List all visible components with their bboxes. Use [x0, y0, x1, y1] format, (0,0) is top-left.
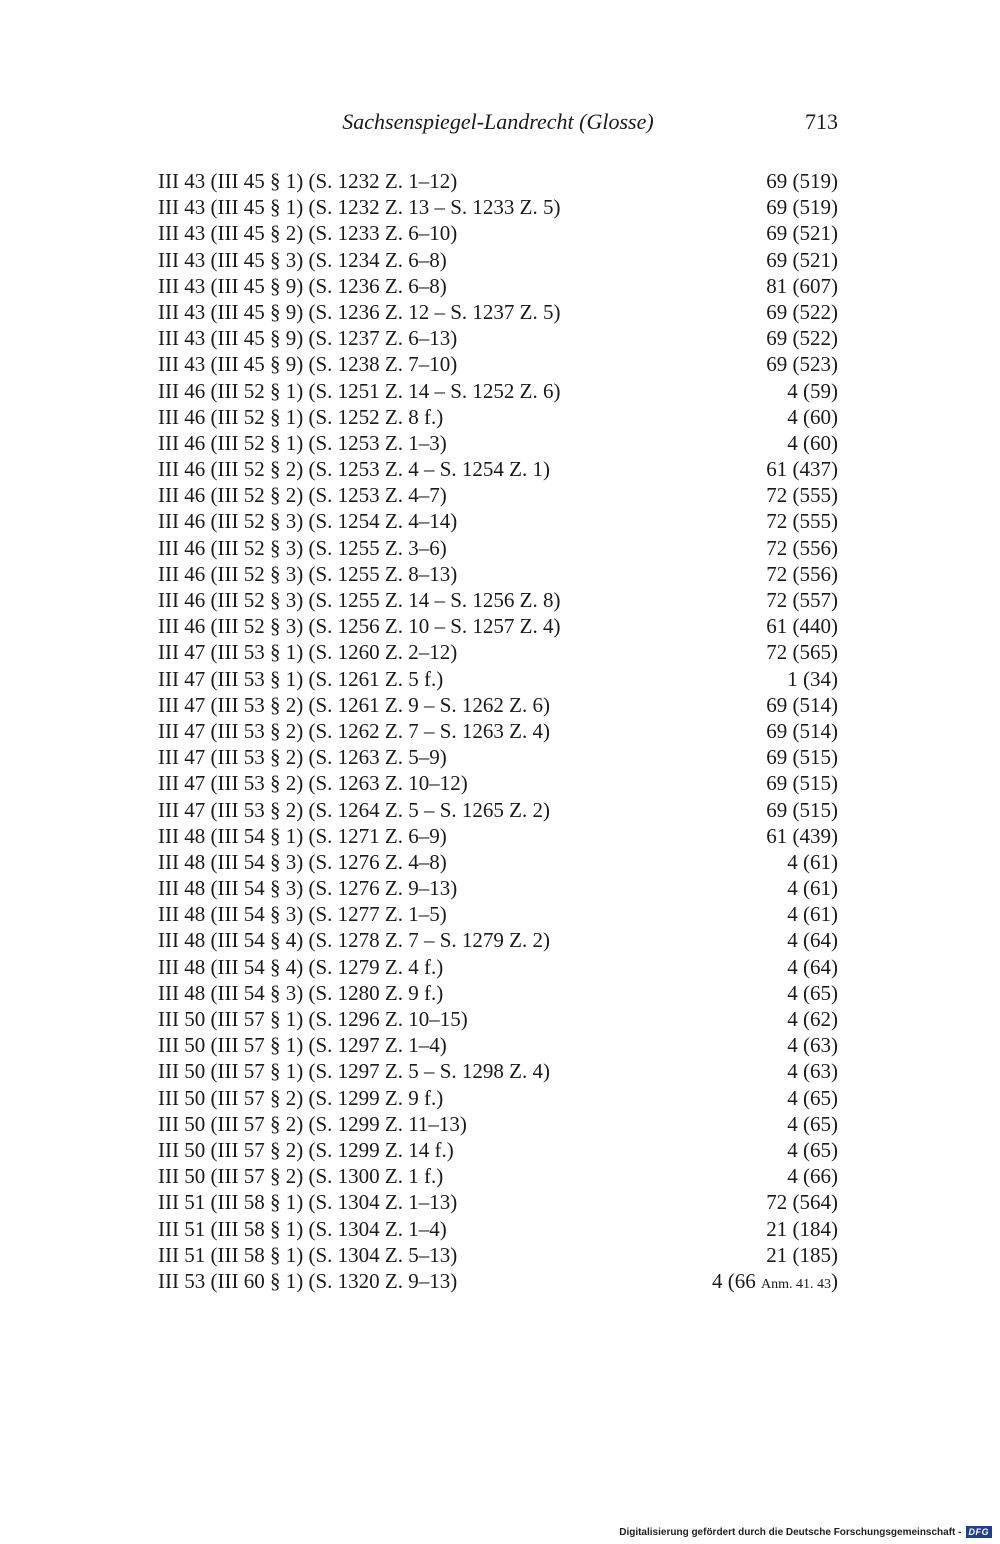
- index-row: [158, 325, 838, 351]
- index-row: [158, 404, 838, 430]
- page-reference-value: 69 (522): [766, 299, 838, 324]
- page-reference: [766, 535, 838, 561]
- page-reference-value: 72 (564): [766, 1190, 838, 1215]
- page-reference-value: 72 (556): [766, 535, 838, 560]
- credit-text: Digitalisierung gefördert durch die Deutsche Forschungsgemeinschaft -: [619, 1526, 962, 1538]
- source-reference: III 43 (III 45 § 9) (S. 1238 Z. 7–10): [158, 352, 458, 377]
- page-reference: [766, 247, 838, 273]
- closing-parenthesis: ): [831, 1268, 838, 1293]
- index-row: [158, 273, 838, 299]
- page-reference: [787, 1058, 838, 1084]
- page-reference: [766, 220, 838, 246]
- page-reference-value: 69 (519): [766, 169, 838, 193]
- page-reference: [787, 1085, 838, 1111]
- source-reference: III 47 (III 53 § 2) (S. 1262 Z. 7 – S. 1263 Z. 4): [158, 718, 550, 743]
- source-reference: III 43 (III 45 § 3) (S. 1234 Z. 6–8): [158, 247, 447, 272]
- page-reference: [787, 430, 838, 456]
- source-reference: III 48 (III 54 § 1) (S. 1271 Z. 6–9): [158, 823, 447, 848]
- page-reference-value: 4 (65): [787, 1085, 838, 1110]
- index-row: [158, 168, 838, 194]
- page-reference: [787, 1111, 838, 1137]
- page-reference-value: 21 (185): [766, 1242, 838, 1267]
- page-reference-value: 4 (65): [787, 980, 838, 1005]
- page-reference-value: 61 (439): [766, 823, 838, 848]
- page-reference: [766, 797, 838, 823]
- index-row: [158, 299, 838, 325]
- page-reference: [766, 1216, 838, 1242]
- index-row: [158, 980, 838, 1006]
- index-row: [158, 1085, 838, 1111]
- page-reference-value: 72 (556): [766, 561, 838, 586]
- index-row: [158, 1189, 838, 1215]
- page-reference-value: 4 (66: [712, 1268, 756, 1293]
- index-row: [158, 587, 838, 613]
- source-reference: III 46 (III 52 § 3) (S. 1254 Z. 4–14): [158, 509, 458, 534]
- index-row: [158, 770, 838, 796]
- page-reference: [766, 299, 838, 325]
- index-row: [158, 508, 838, 534]
- page-reference: [787, 901, 838, 927]
- page-reference-value: 72 (555): [766, 483, 838, 508]
- index-row: [158, 1268, 838, 1294]
- page-reference: [787, 875, 838, 901]
- page-reference-value: 69 (521): [766, 221, 838, 246]
- source-reference: III 50 (III 57 § 1) (S. 1297 Z. 1–4): [158, 1033, 447, 1058]
- index-row: [158, 378, 838, 404]
- page-reference: [787, 666, 838, 692]
- index-row: [158, 1216, 838, 1242]
- source-reference: III 43 (III 45 § 1) (S. 1232 Z. 1–12): [158, 169, 458, 193]
- page-reference-value: 69 (521): [766, 247, 838, 272]
- page-reference-value: 4 (66): [787, 1164, 838, 1189]
- index-row: [158, 797, 838, 823]
- index-row: [158, 1111, 838, 1137]
- page-reference: [766, 639, 838, 665]
- page-reference: [787, 849, 838, 875]
- page-reference-value: 69 (514): [766, 692, 838, 717]
- index-row: [158, 561, 838, 587]
- page-reference-value: 69 (515): [766, 745, 838, 770]
- page-reference-value: 4 (64): [787, 954, 838, 979]
- digitization-credit: [619, 1526, 992, 1538]
- source-reference: III 50 (III 57 § 2) (S. 1300 Z. 1 f.): [158, 1164, 444, 1189]
- index-row: [158, 1032, 838, 1058]
- source-reference: III 47 (III 53 § 2) (S. 1263 Z. 5–9): [158, 745, 447, 770]
- page-reference-value: 4 (62): [787, 1007, 838, 1031]
- source-reference: III 50 (III 57 § 2) (S. 1299 Z. 14 f.): [158, 1137, 454, 1162]
- source-reference: III 48 (III 54 § 3) (S. 1276 Z. 4–8): [158, 849, 447, 874]
- page-reference-value: 4 (64): [787, 928, 838, 953]
- page-reference: [787, 1006, 838, 1032]
- index-row: [158, 666, 838, 692]
- source-reference: III 51 (III 58 § 1) (S. 1304 Z. 1–13): [158, 1190, 458, 1215]
- source-reference: III 43 (III 45 § 9) (S. 1236 Z. 6–8): [158, 273, 447, 298]
- source-reference: III 48 (III 54 § 3) (S. 1277 Z. 1–5): [158, 902, 447, 927]
- page-reference-value: 69 (522): [766, 326, 838, 351]
- page-reference: [787, 927, 838, 953]
- page-reference: [766, 325, 838, 351]
- footnote-reference: Anm. 41. 43: [761, 1276, 831, 1292]
- page-reference: [766, 1189, 838, 1215]
- page-reference: [787, 1032, 838, 1058]
- source-reference: III 53 (III 60 § 1) (S. 1320 Z. 9–13): [158, 1268, 458, 1293]
- source-reference: III 48 (III 54 § 4) (S. 1279 Z. 4 f.): [158, 954, 444, 979]
- source-reference: III 46 (III 52 § 2) (S. 1253 Z. 4–7): [158, 483, 447, 508]
- page-reference: [766, 744, 838, 770]
- page-reference: [712, 1268, 838, 1298]
- source-reference: III 46 (III 52 § 1) (S. 1251 Z. 14 – S. 1252 Z. 6): [158, 378, 561, 403]
- index-row: [158, 456, 838, 482]
- page-reference-value: 81 (607): [766, 273, 838, 298]
- index-row: [158, 1137, 838, 1163]
- page-reference: [787, 404, 838, 430]
- page-header: [158, 106, 838, 138]
- source-reference: III 46 (III 52 § 3) (S. 1255 Z. 14 – S. 1256 Z. 8): [158, 588, 561, 612]
- page-reference-value: 21 (184): [766, 1216, 838, 1241]
- page-reference-value: 72 (565): [766, 640, 838, 665]
- source-reference: III 51 (III 58 § 1) (S. 1304 Z. 5–13): [158, 1242, 458, 1267]
- page-reference-value: 4 (61): [787, 876, 838, 901]
- source-reference: III 47 (III 53 § 2) (S. 1264 Z. 5 – S. 1265 Z. 2): [158, 797, 550, 822]
- page-reference: [766, 692, 838, 718]
- page-reference: [787, 980, 838, 1006]
- source-reference: III 50 (III 57 § 1) (S. 1296 Z. 10–15): [158, 1007, 468, 1031]
- page-reference: [766, 194, 838, 220]
- index-row: [158, 535, 838, 561]
- page-reference-value: 69 (519): [766, 195, 838, 220]
- index-row: [158, 220, 838, 246]
- page-reference: [766, 351, 838, 377]
- page-reference: [766, 613, 838, 639]
- dfg-logo: DFG: [966, 1526, 993, 1538]
- page-reference-value: 72 (557): [766, 588, 838, 612]
- page-reference-value: 69 (523): [766, 352, 838, 377]
- page-number: 713: [805, 109, 838, 134]
- page-reference: [766, 823, 838, 849]
- index-row: [158, 613, 838, 639]
- source-reference: III 50 (III 57 § 2) (S. 1299 Z. 11–13): [158, 1111, 467, 1136]
- page-reference: [766, 168, 838, 194]
- source-reference: III 48 (III 54 § 3) (S. 1280 Z. 9 f.): [158, 980, 444, 1005]
- page-reference-value: 69 (515): [766, 771, 838, 796]
- index-row: [158, 692, 838, 718]
- source-reference: III 50 (III 57 § 2) (S. 1299 Z. 9 f.): [158, 1085, 444, 1110]
- page-reference: [766, 587, 838, 613]
- page-reference: [787, 378, 838, 404]
- source-reference: III 48 (III 54 § 4) (S. 1278 Z. 7 – S. 1279 Z. 2): [158, 928, 550, 953]
- page-reference: [766, 482, 838, 508]
- source-reference: III 47 (III 53 § 1) (S. 1260 Z. 2–12): [158, 640, 458, 665]
- source-reference: III 51 (III 58 § 1) (S. 1304 Z. 1–4): [158, 1216, 447, 1241]
- index-row: [158, 1058, 838, 1084]
- page-reference-value: 61 (437): [766, 457, 838, 482]
- index-row: [158, 482, 838, 508]
- source-reference: III 50 (III 57 § 1) (S. 1297 Z. 5 – S. 1298 Z. 4): [158, 1059, 550, 1084]
- page-reference: [766, 770, 838, 796]
- page-reference: [787, 1163, 838, 1189]
- index-row: [158, 744, 838, 770]
- source-reference: III 46 (III 52 § 3) (S. 1256 Z. 10 – S. 1257 Z. 4): [158, 614, 561, 639]
- index-list: [158, 168, 838, 1294]
- index-row: [158, 639, 838, 665]
- page-reference-value: 4 (61): [787, 849, 838, 874]
- page-reference-value: 4 (63): [787, 1033, 838, 1058]
- index-row: [158, 1242, 838, 1268]
- page-reference-value: 4 (60): [787, 430, 838, 455]
- index-row: [158, 1006, 838, 1032]
- index-row: [158, 849, 838, 875]
- source-reference: III 43 (III 45 § 9) (S. 1237 Z. 6–13): [158, 326, 458, 351]
- source-reference: III 43 (III 45 § 1) (S. 1232 Z. 13 – S. 1233 Z. 5): [158, 195, 561, 220]
- source-reference: III 47 (III 53 § 1) (S. 1261 Z. 5 f.): [158, 666, 444, 691]
- source-reference: III 47 (III 53 § 2) (S. 1261 Z. 9 – S. 1262 Z. 6): [158, 692, 550, 717]
- running-title: Sachsenspiegel-Landrecht (Glosse): [342, 109, 654, 134]
- page-reference-value: 4 (65): [787, 1137, 838, 1162]
- index-row: [158, 954, 838, 980]
- source-reference: III 46 (III 52 § 3) (S. 1255 Z. 3–6): [158, 535, 447, 560]
- index-row: [158, 1163, 838, 1189]
- index-row: [158, 351, 838, 377]
- page-reference: [766, 718, 838, 744]
- source-reference: III 43 (III 45 § 2) (S. 1233 Z. 6–10): [158, 221, 458, 246]
- page-reference-value: 4 (59): [787, 378, 838, 403]
- source-reference: III 46 (III 52 § 2) (S. 1253 Z. 4 – S. 1254 Z. 1): [158, 457, 550, 482]
- source-reference: III 46 (III 52 § 1) (S. 1252 Z. 8 f.): [158, 404, 444, 429]
- source-reference: III 46 (III 52 § 1) (S. 1253 Z. 1–3): [158, 430, 447, 455]
- page-reference-value: 4 (65): [787, 1111, 838, 1136]
- page-reference: [766, 273, 838, 299]
- page-reference-value: 72 (555): [766, 509, 838, 534]
- source-reference: III 47 (III 53 § 2) (S. 1263 Z. 10–12): [158, 771, 468, 796]
- page-reference: [766, 561, 838, 587]
- index-row: [158, 927, 838, 953]
- page-reference: [766, 508, 838, 534]
- page-reference: [787, 954, 838, 980]
- page-reference-value: 69 (515): [766, 797, 838, 822]
- index-row: [158, 875, 838, 901]
- page-reference: [766, 1242, 838, 1268]
- index-row: [158, 430, 838, 456]
- page-reference: [787, 1137, 838, 1163]
- index-row: [158, 901, 838, 927]
- page-reference-value: 4 (61): [787, 902, 838, 927]
- index-row: [158, 718, 838, 744]
- index-row: [158, 194, 838, 220]
- source-reference: III 43 (III 45 § 9) (S. 1236 Z. 12 – S. 1237 Z. 5): [158, 299, 561, 324]
- page-reference-value: 61 (440): [766, 614, 838, 639]
- page-reference: [766, 456, 838, 482]
- index-row: [158, 823, 838, 849]
- source-reference: III 46 (III 52 § 3) (S. 1255 Z. 8–13): [158, 561, 458, 586]
- page-reference-value: 1 (34): [787, 666, 838, 691]
- source-reference: III 48 (III 54 § 3) (S. 1276 Z. 9–13): [158, 876, 458, 901]
- index-row: [158, 247, 838, 273]
- page-reference-value: 69 (514): [766, 718, 838, 743]
- page-reference-value: 4 (60): [787, 404, 838, 429]
- page-reference-value: 4 (63): [787, 1059, 838, 1084]
